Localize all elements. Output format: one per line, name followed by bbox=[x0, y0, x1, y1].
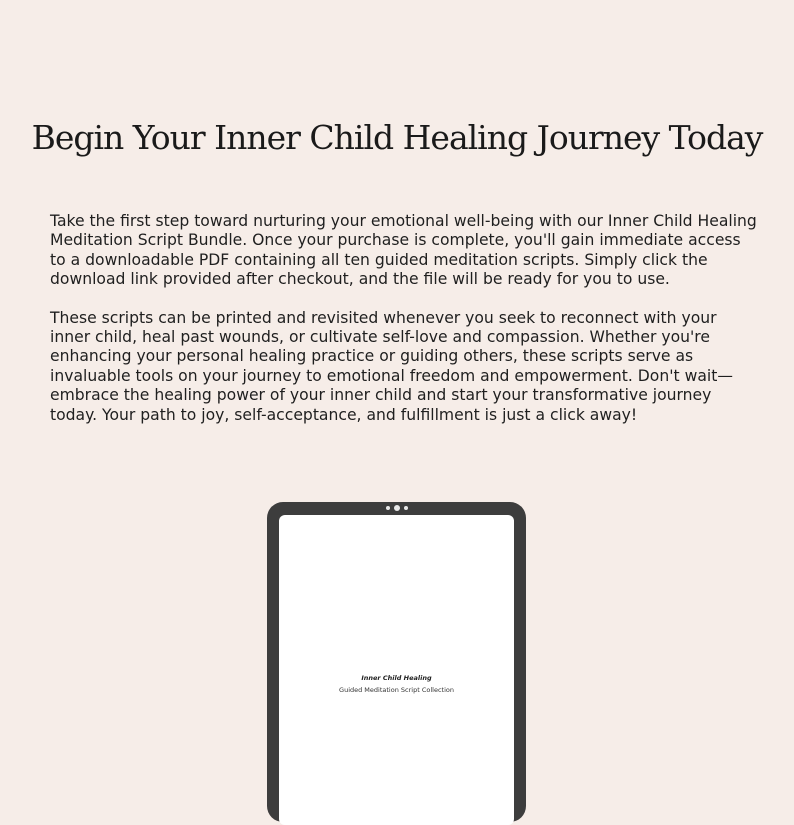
page-title: Begin Your Inner Child Healing Journey Today bbox=[31, 118, 763, 157]
tablet-screen bbox=[279, 515, 514, 825]
paragraph-purchase-info: Take the first step toward nurturing your emotional well-being with our Inner Child Healing Meditation Script Bundle. Once your purchase is complete, you'll gain immediate access to a downloadable PDF containing all ten guided meditation scripts. Simply click the download link provided after checkout, and the file will be ready for you to use. bbox=[50, 212, 757, 289]
document-title: Inner Child Healing bbox=[361, 674, 432, 682]
document-subtitle: Guided Meditation Script Collection bbox=[339, 686, 454, 694]
paragraph-usage-info: These scripts can be printed and revisited whenever you seek to reconnect with your inner child, heal past wounds, or cultivate self-love and compassion. Whether you're enhancing your personal healing practice or guiding others, these scripts serve as invaluable tools on your journey to emotional freedom and empowerment. Don't wait—embrace the healing power of your inner child and start your transformative journey today. Your path to joy, self-acceptance, and fulfillment is just a click away! bbox=[50, 308, 733, 424]
camera-lens-icon bbox=[394, 505, 400, 511]
description-text bbox=[50, 212, 760, 444]
tablet-mockup bbox=[267, 502, 526, 822]
sensor-dot-icon bbox=[386, 506, 390, 510]
camera-icon bbox=[386, 505, 408, 511]
sensor-dot-icon bbox=[404, 506, 408, 510]
